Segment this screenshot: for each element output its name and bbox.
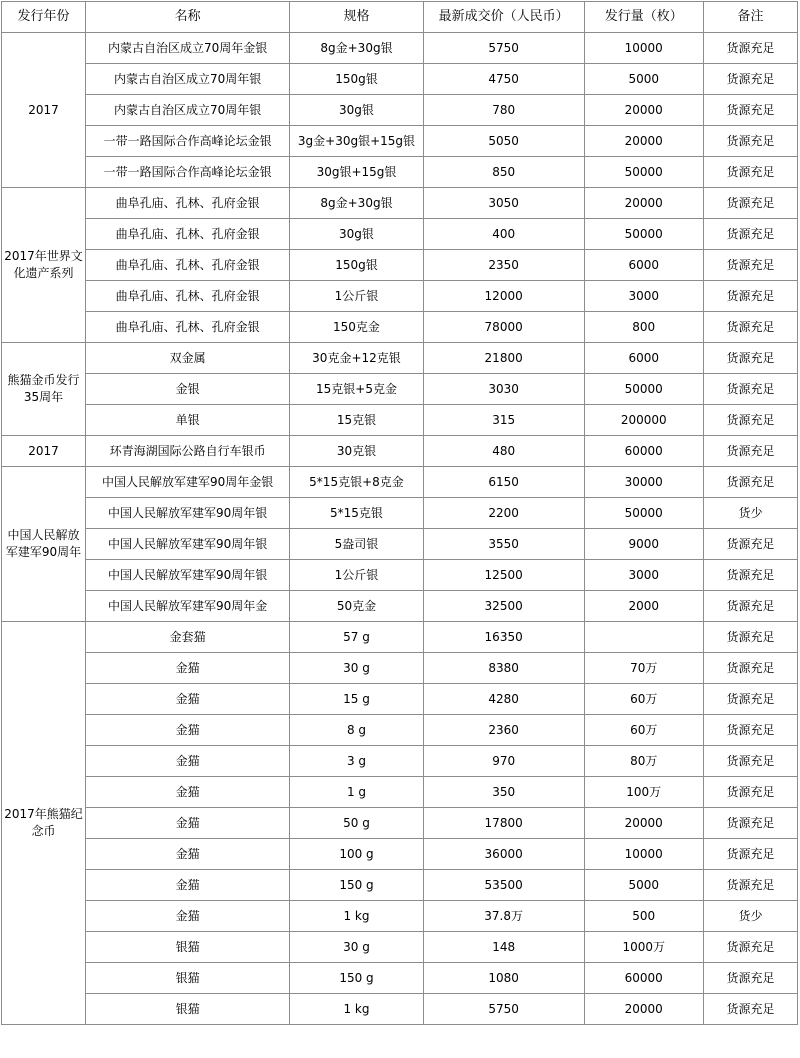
- spec-cell: 150g银: [290, 250, 424, 281]
- name-cell: 曲阜孔庙、孔林、孔府金银: [85, 312, 289, 343]
- price-cell: 8380: [423, 653, 584, 684]
- mintage-cell: 20000: [584, 188, 703, 219]
- mintage-cell: 200000: [584, 405, 703, 436]
- name-cell: 内蒙古自治区成立70周年银: [85, 95, 289, 126]
- price-cell: 2360: [423, 715, 584, 746]
- name-cell: 中国人民解放军建军90周年银: [85, 498, 289, 529]
- year-group-cell: 熊猫金币发行35周年: [2, 343, 86, 436]
- spec-cell: 8 g: [290, 715, 424, 746]
- price-cell: 16350: [423, 622, 584, 653]
- table-row: [2, 157, 798, 188]
- mintage-cell: 100万: [584, 777, 703, 808]
- note-cell: 货源充足: [703, 157, 797, 188]
- table-row: [2, 901, 798, 932]
- price-cell: 17800: [423, 808, 584, 839]
- mintage-cell: 60000: [584, 436, 703, 467]
- spec-cell: 100 g: [290, 839, 424, 870]
- name-cell: 金猫: [85, 715, 289, 746]
- price-cell: 3050: [423, 188, 584, 219]
- mintage-cell: 50000: [584, 219, 703, 250]
- note-cell: 货源充足: [703, 963, 797, 994]
- table-row: [2, 622, 798, 653]
- mintage-cell: 20000: [584, 994, 703, 1025]
- mintage-cell: 5000: [584, 64, 703, 95]
- price-cell: 148: [423, 932, 584, 963]
- price-cell: 32500: [423, 591, 584, 622]
- name-cell: 中国人民解放军建军90周年银: [85, 529, 289, 560]
- name-cell: 中国人民解放军建军90周年金银: [85, 467, 289, 498]
- price-cell: 4750: [423, 64, 584, 95]
- mintage-cell: 10000: [584, 33, 703, 64]
- price-cell: 12000: [423, 281, 584, 312]
- mintage-cell: 2000: [584, 591, 703, 622]
- price-cell: 5050: [423, 126, 584, 157]
- table-row: [2, 343, 798, 374]
- note-cell: 货源充足: [703, 405, 797, 436]
- table-row: [2, 95, 798, 126]
- name-cell: 曲阜孔庙、孔林、孔府金银: [85, 250, 289, 281]
- spec-cell: 150 g: [290, 870, 424, 901]
- mintage-cell: 6000: [584, 250, 703, 281]
- note-cell: 货源充足: [703, 529, 797, 560]
- price-cell: 78000: [423, 312, 584, 343]
- note-cell: 货少: [703, 498, 797, 529]
- spec-cell: 50 g: [290, 808, 424, 839]
- table-row: [2, 932, 798, 963]
- note-cell: 货源充足: [703, 95, 797, 126]
- table-row: [2, 436, 798, 467]
- price-cell: 5750: [423, 33, 584, 64]
- mintage-cell: 9000: [584, 529, 703, 560]
- table-row: [2, 715, 798, 746]
- note-cell: 货源充足: [703, 560, 797, 591]
- year-group-cell: 2017: [2, 436, 86, 467]
- header-note: 备注: [703, 2, 797, 33]
- note-cell: 货源充足: [703, 870, 797, 901]
- table-body: [2, 33, 798, 1025]
- name-cell: 单银: [85, 405, 289, 436]
- mintage-cell: 1000万: [584, 932, 703, 963]
- table-row: [2, 126, 798, 157]
- price-cell: 21800: [423, 343, 584, 374]
- price-cell: 3550: [423, 529, 584, 560]
- note-cell: 货源充足: [703, 126, 797, 157]
- price-cell: 37.8万: [423, 901, 584, 932]
- note-cell: 货源充足: [703, 808, 797, 839]
- name-cell: 中国人民解放军建军90周年金: [85, 591, 289, 622]
- table-row: [2, 374, 798, 405]
- table-row: [2, 219, 798, 250]
- name-cell: 曲阜孔庙、孔林、孔府金银: [85, 188, 289, 219]
- table-row: [2, 808, 798, 839]
- spec-cell: 5*15克银: [290, 498, 424, 529]
- mintage-cell: 3000: [584, 560, 703, 591]
- table-row: [2, 994, 798, 1025]
- name-cell: 银猫: [85, 994, 289, 1025]
- price-cell: 53500: [423, 870, 584, 901]
- name-cell: 金猫: [85, 870, 289, 901]
- table-row: [2, 405, 798, 436]
- table-row: [2, 777, 798, 808]
- name-cell: 环青海湖国际公路自行车银币: [85, 436, 289, 467]
- spec-cell: 1 g: [290, 777, 424, 808]
- price-cell: 12500: [423, 560, 584, 591]
- table-row: [2, 963, 798, 994]
- note-cell: 货源充足: [703, 281, 797, 312]
- spec-cell: 30 g: [290, 932, 424, 963]
- table-row: [2, 188, 798, 219]
- spec-cell: 15 g: [290, 684, 424, 715]
- mintage-cell: 3000: [584, 281, 703, 312]
- note-cell: 货源充足: [703, 467, 797, 498]
- table-row: [2, 33, 798, 64]
- price-cell: 2350: [423, 250, 584, 281]
- note-cell: 货源充足: [703, 591, 797, 622]
- mintage-cell: 6000: [584, 343, 703, 374]
- spec-cell: 1公斤银: [290, 281, 424, 312]
- spec-cell: 1 kg: [290, 994, 424, 1025]
- price-cell: 4280: [423, 684, 584, 715]
- mintage-cell: 60万: [584, 684, 703, 715]
- mintage-cell: 80万: [584, 746, 703, 777]
- spec-cell: 150g银: [290, 64, 424, 95]
- price-cell: 36000: [423, 839, 584, 870]
- note-cell: 货源充足: [703, 64, 797, 95]
- name-cell: 金猫: [85, 808, 289, 839]
- year-group-cell: 中国人民解放军建军90周年: [2, 467, 86, 622]
- name-cell: 中国人民解放军建军90周年银: [85, 560, 289, 591]
- mintage-cell: 20000: [584, 95, 703, 126]
- price-cell: 1080: [423, 963, 584, 994]
- name-cell: 曲阜孔庙、孔林、孔府金银: [85, 219, 289, 250]
- note-cell: 货源充足: [703, 932, 797, 963]
- name-cell: 金猫: [85, 684, 289, 715]
- header-price: 最新成交价（人民币）: [423, 2, 584, 33]
- note-cell: 货少: [703, 901, 797, 932]
- note-cell: 货源充足: [703, 715, 797, 746]
- name-cell: 银猫: [85, 932, 289, 963]
- price-cell: 5750: [423, 994, 584, 1025]
- mintage-cell: 5000: [584, 870, 703, 901]
- coin-price-table: [1, 1, 798, 1025]
- note-cell: 货源充足: [703, 653, 797, 684]
- name-cell: 内蒙古自治区成立70周年金银: [85, 33, 289, 64]
- spec-cell: 5*15克银+8克金: [290, 467, 424, 498]
- table-row: [2, 653, 798, 684]
- name-cell: 一带一路国际合作高峰论坛金银: [85, 126, 289, 157]
- name-cell: 金猫: [85, 777, 289, 808]
- price-cell: 3030: [423, 374, 584, 405]
- spec-cell: 8g金+30g银: [290, 188, 424, 219]
- spec-cell: 150克金: [290, 312, 424, 343]
- spec-cell: 8g金+30g银: [290, 33, 424, 64]
- table-row: [2, 684, 798, 715]
- note-cell: 货源充足: [703, 312, 797, 343]
- note-cell: 货源充足: [703, 250, 797, 281]
- spec-cell: 50克金: [290, 591, 424, 622]
- price-cell: 850: [423, 157, 584, 188]
- name-cell: 金猫: [85, 839, 289, 870]
- price-cell: 315: [423, 405, 584, 436]
- mintage-cell: 50000: [584, 157, 703, 188]
- table-row: [2, 64, 798, 95]
- mintage-cell: 800: [584, 312, 703, 343]
- header-mintage: 发行量（枚）: [584, 2, 703, 33]
- price-cell: 6150: [423, 467, 584, 498]
- note-cell: 货源充足: [703, 436, 797, 467]
- name-cell: 一带一路国际合作高峰论坛金银: [85, 157, 289, 188]
- spec-cell: 150 g: [290, 963, 424, 994]
- year-group-cell: 2017年世界文化遗产系列: [2, 188, 86, 343]
- spec-cell: 57 g: [290, 622, 424, 653]
- mintage-cell: 30000: [584, 467, 703, 498]
- spec-cell: 1公斤银: [290, 560, 424, 591]
- note-cell: 货源充足: [703, 622, 797, 653]
- name-cell: 双金属: [85, 343, 289, 374]
- note-cell: 货源充足: [703, 777, 797, 808]
- table-row: [2, 281, 798, 312]
- mintage-cell: [584, 622, 703, 653]
- name-cell: 金套猫: [85, 622, 289, 653]
- name-cell: 金猫: [85, 746, 289, 777]
- price-cell: 970: [423, 746, 584, 777]
- header-name: 名称: [85, 2, 289, 33]
- table-row: [2, 498, 798, 529]
- year-group-cell: 2017: [2, 33, 86, 188]
- note-cell: 货源充足: [703, 188, 797, 219]
- note-cell: 货源充足: [703, 746, 797, 777]
- table-row: [2, 746, 798, 777]
- spec-cell: 5盎司银: [290, 529, 424, 560]
- name-cell: 金猫: [85, 653, 289, 684]
- mintage-cell: 70万: [584, 653, 703, 684]
- spec-cell: 30g银+15g银: [290, 157, 424, 188]
- spec-cell: 3 g: [290, 746, 424, 777]
- header-year: 发行年份: [2, 2, 86, 33]
- table-row: [2, 250, 798, 281]
- table-row: [2, 870, 798, 901]
- price-cell: 480: [423, 436, 584, 467]
- spec-cell: 1 kg: [290, 901, 424, 932]
- mintage-cell: 50000: [584, 498, 703, 529]
- mintage-cell: 10000: [584, 839, 703, 870]
- name-cell: 内蒙古自治区成立70周年银: [85, 64, 289, 95]
- mintage-cell: 60万: [584, 715, 703, 746]
- price-cell: 350: [423, 777, 584, 808]
- table-row: [2, 529, 798, 560]
- spec-cell: 30克银: [290, 436, 424, 467]
- mintage-cell: 50000: [584, 374, 703, 405]
- spec-cell: 15克银+5克金: [290, 374, 424, 405]
- name-cell: 金银: [85, 374, 289, 405]
- spec-cell: 30克金+12克银: [290, 343, 424, 374]
- mintage-cell: 20000: [584, 808, 703, 839]
- spec-cell: 30g银: [290, 219, 424, 250]
- name-cell: 银猫: [85, 963, 289, 994]
- note-cell: 货源充足: [703, 219, 797, 250]
- note-cell: 货源充足: [703, 994, 797, 1025]
- spec-cell: 3g金+30g银+15g银: [290, 126, 424, 157]
- price-cell: 400: [423, 219, 584, 250]
- table-row: [2, 467, 798, 498]
- price-cell: 2200: [423, 498, 584, 529]
- year-group-cell: 2017年熊猫纪念币: [2, 622, 86, 1025]
- table-row: [2, 312, 798, 343]
- header-row: [2, 2, 798, 33]
- table-row: [2, 839, 798, 870]
- name-cell: 曲阜孔庙、孔林、孔府金银: [85, 281, 289, 312]
- table-row: [2, 591, 798, 622]
- note-cell: 货源充足: [703, 343, 797, 374]
- note-cell: 货源充足: [703, 684, 797, 715]
- header-spec: 规格: [290, 2, 424, 33]
- price-cell: 780: [423, 95, 584, 126]
- note-cell: 货源充足: [703, 374, 797, 405]
- spec-cell: 15克银: [290, 405, 424, 436]
- mintage-cell: 500: [584, 901, 703, 932]
- note-cell: 货源充足: [703, 839, 797, 870]
- mintage-cell: 20000: [584, 126, 703, 157]
- table-row: [2, 560, 798, 591]
- spec-cell: 30 g: [290, 653, 424, 684]
- mintage-cell: 60000: [584, 963, 703, 994]
- note-cell: 货源充足: [703, 33, 797, 64]
- spec-cell: 30g银: [290, 95, 424, 126]
- name-cell: 金猫: [85, 901, 289, 932]
